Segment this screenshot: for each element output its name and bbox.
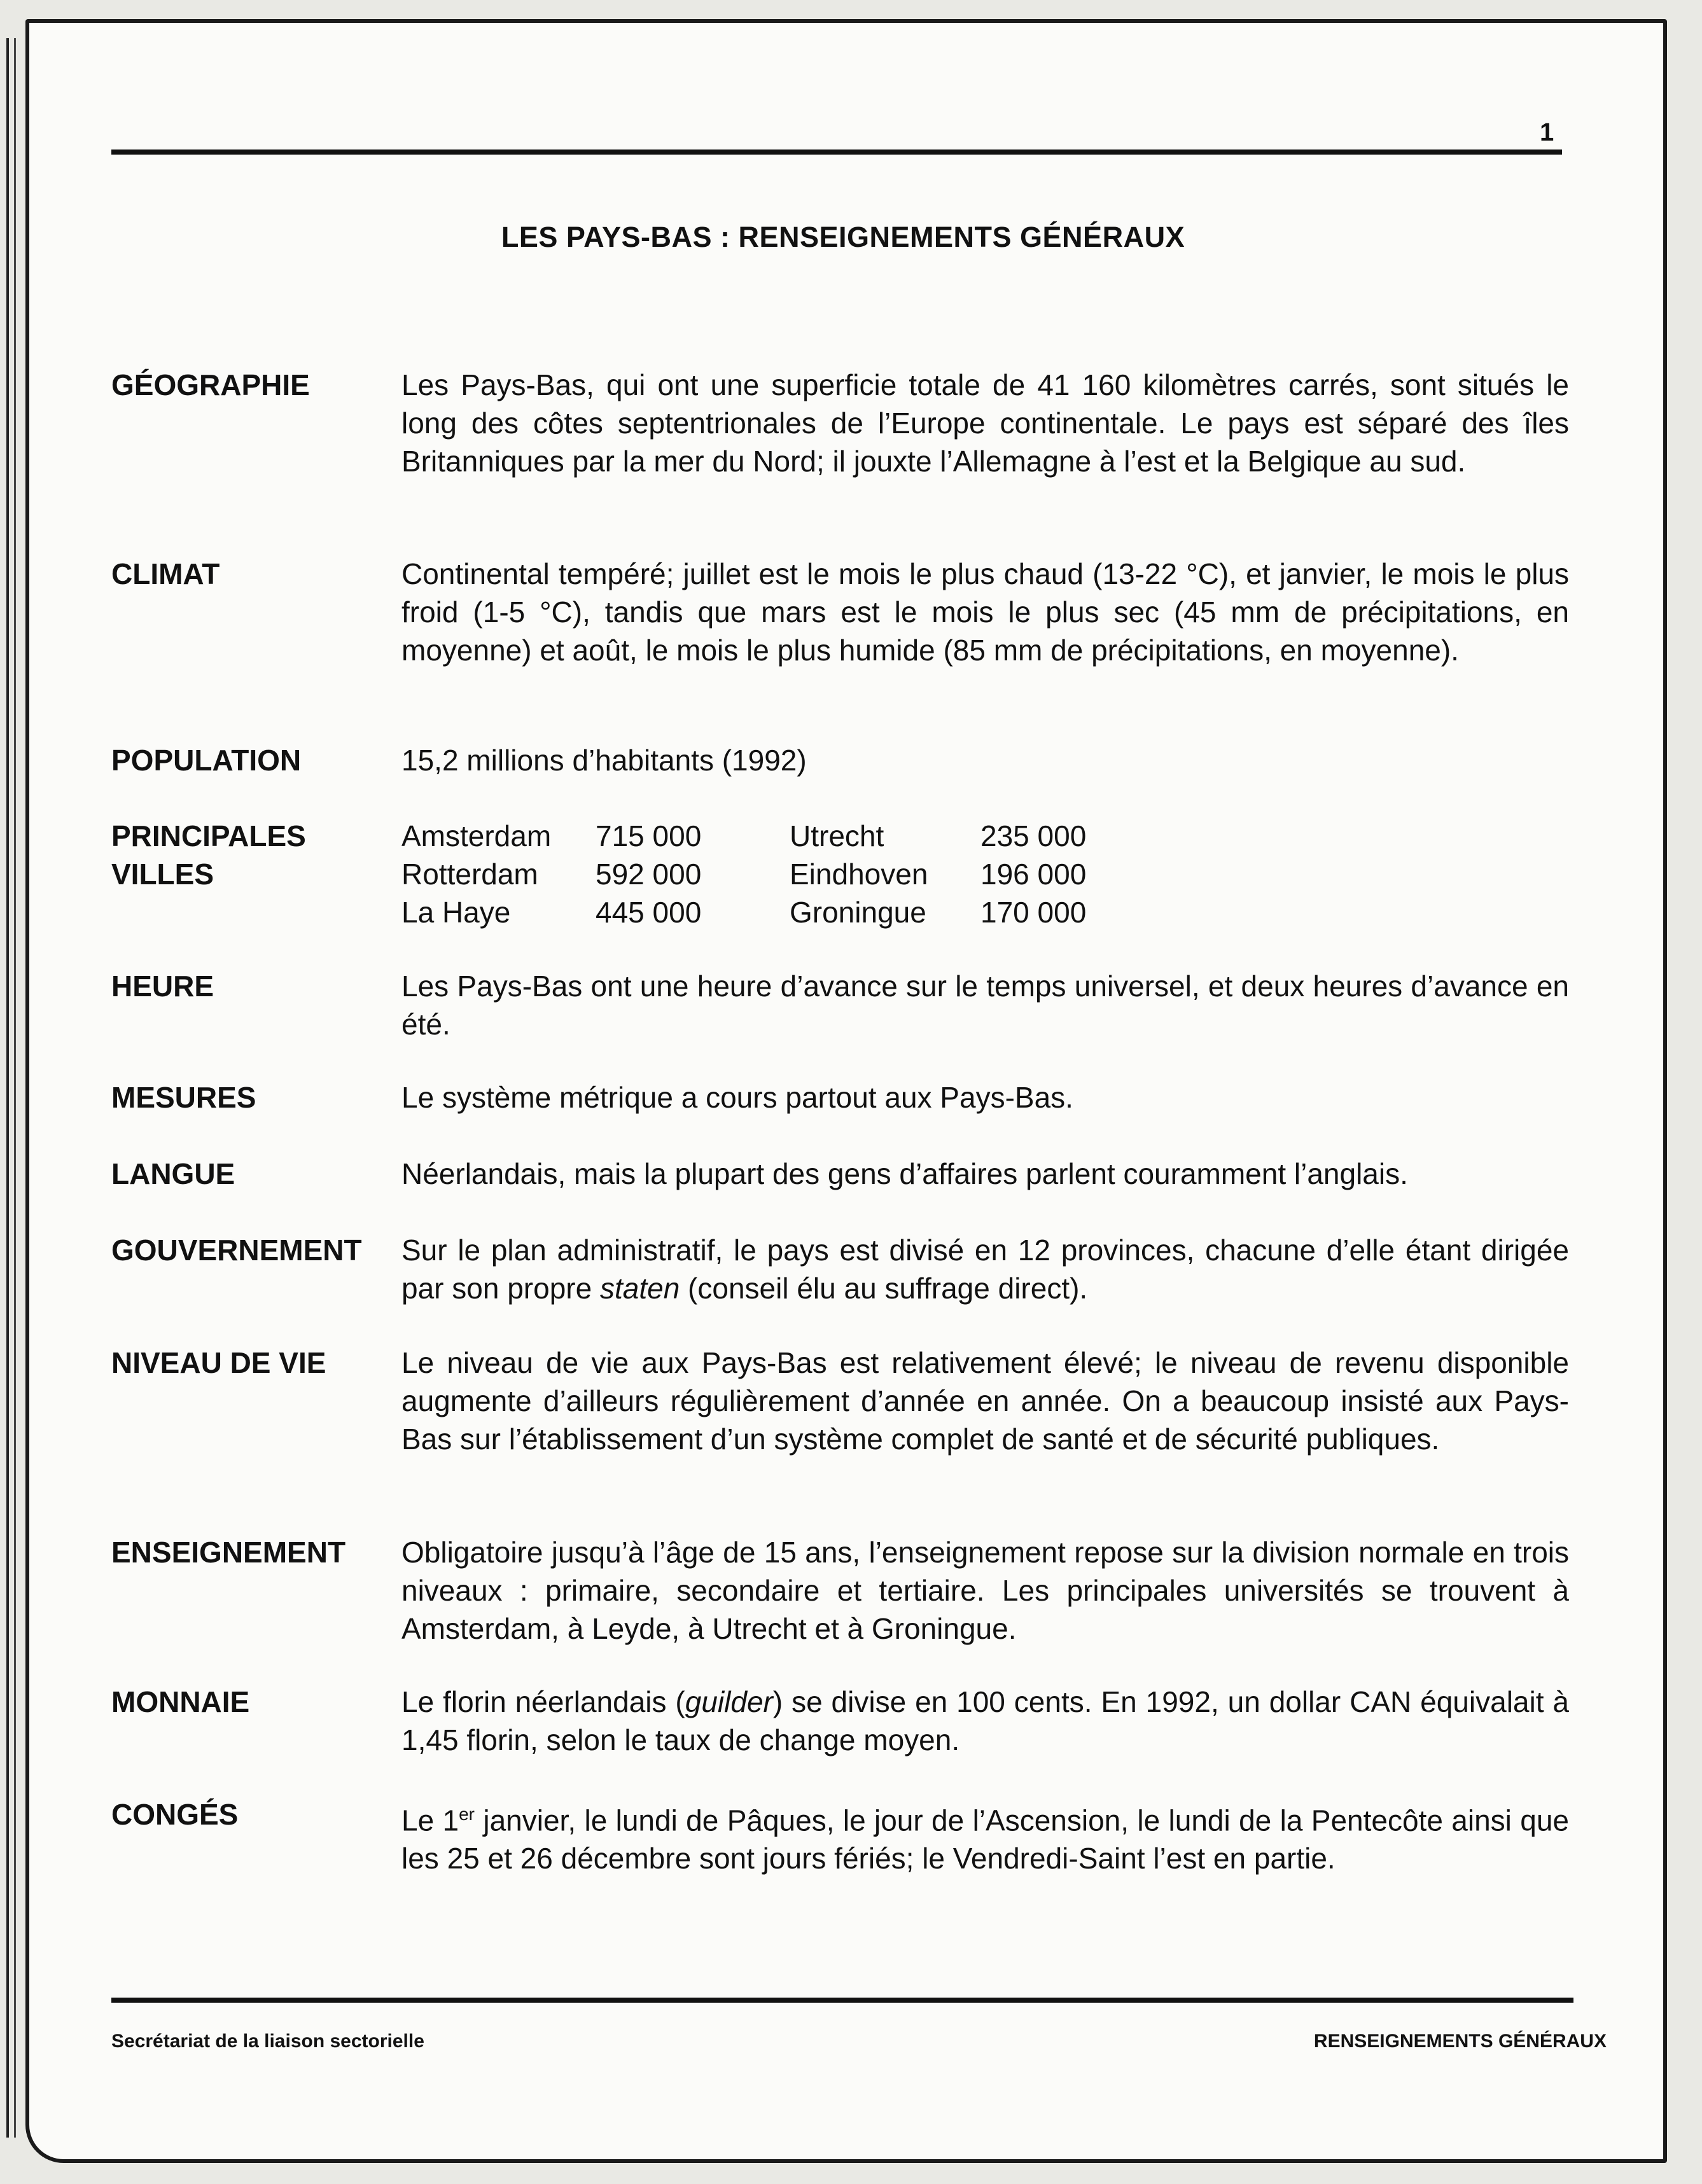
section-label: GÉOGRAPHIE [111, 368, 310, 401]
section-text: 15,2 millions d’habitants (1992) [401, 744, 807, 777]
text-run: ) se divise en 100 cents. En 1992, un dollar CAN équivalait à 1,45 florin, selon le taux de change moyen. [401, 1685, 1569, 1756]
city-population: 170 000 [980, 896, 1087, 929]
section-text: Obligatoire jusqu’à l’âge de 15 ans, l’enseignement repose sur la division normale en trois niveaux : primaire, secondaire et tertiaire. Les principales universités se trouvent à Amsterdam, à Leyde, à Utrecht et à Groningue. [401, 1536, 1569, 1645]
city-population: 445 000 [596, 896, 702, 929]
section-text: Néerlandais, mais la plupart des gens d’affaires parlent couramment l’anglais. [401, 1157, 1408, 1190]
table-row [401, 855, 1165, 893]
city-name: Eindhoven [790, 858, 928, 891]
section-label: LANGUE [111, 1157, 235, 1190]
text-run: janvier, le lundi de Pâques, le jour de l’Ascension, le lundi de la Pentecôte ainsi que les 25 et 26 décembre sont jours fériés; le Vendredi-Saint l’est en partie. [401, 1804, 1569, 1875]
section-label: NIVEAU DE VIE [111, 1346, 326, 1379]
cities-table [401, 817, 1165, 931]
city-name: Rotterdam [401, 858, 538, 891]
table-row [401, 817, 1165, 855]
section-label: GOUVERNEMENT [111, 1234, 362, 1267]
section-label: HEURE [111, 970, 214, 1003]
footer-right-text: RENSEIGNEMENTS GÉNÉRAUX [1313, 2031, 1607, 2052]
city-population: 196 000 [980, 858, 1087, 891]
section-text: Les Pays-Bas, qui ont une superficie totale de 41 160 kilomètres carrés, sont situés le long des côtes septentrionales de l’Europe continentale. Le pays est séparé des îles Britanniques par la mer du Nord; il jouxte l’Allemagne à l’est et la Belgique au sud. [401, 368, 1569, 478]
section-label [111, 817, 398, 893]
section-label: CLIMAT [111, 557, 220, 590]
text-run-italic: staten [599, 1272, 680, 1305]
section-label: MESURES [111, 1081, 256, 1114]
text-run: Le florin néerlandais ( [401, 1685, 685, 1718]
header-rule [111, 150, 1562, 155]
section-text [401, 1683, 1569, 1759]
footer-left-text: Secrétariat de la liaison sectorielle [111, 2031, 424, 2052]
footer-rule [111, 1998, 1573, 2003]
text-run: Sur le plan administratif, le pays est divisé en 12 provinces, chacune d’elle étant dirigée par son propre [401, 1234, 1569, 1305]
section-text [401, 1231, 1569, 1307]
city-name: Groningue [790, 896, 926, 929]
section-text: Continental tempéré; juillet est le mois le plus chaud (13-22 °C), et janvier, le mois le plus froid (1-5 °C), tandis que mars est le mois le plus sec (45 mm de précipitations, en moyenne) et août, le mois le plus humide (85 mm de précipitations, en moyenne). [401, 557, 1569, 667]
section-text [401, 1795, 1569, 1877]
page-title: LES PAYS-BAS : RENSEIGNEMENTS GÉNÉRAUX [501, 221, 1185, 253]
section-text: Le niveau de vie aux Pays-Bas est relativement élevé; le niveau de revenu disponible augmente d’ailleurs régulièrement d’année en année. On a beaucoup insisté aux Pays-Bas sur l’établissement d’un système complet de santé et de sécurité publiques. [401, 1346, 1569, 1456]
city-name: Utrecht [790, 819, 884, 852]
city-population: 235 000 [980, 819, 1087, 852]
section-label: MONNAIE [111, 1685, 250, 1718]
text-run: (conseil élu au suffrage direct). [680, 1272, 1088, 1305]
section-label: POPULATION [111, 744, 302, 777]
page-number: 1 [1540, 118, 1554, 146]
section-text: Les Pays-Bas ont une heure d’avance sur le temps universel, et deux heures d’avance en été. [401, 970, 1569, 1041]
binding-edge [6, 38, 16, 2138]
section-label-line: PRINCIPALES [111, 819, 306, 852]
text-run-superscript: er [459, 1804, 475, 1824]
city-population: 715 000 [596, 819, 702, 852]
city-name: Amsterdam [401, 819, 552, 852]
text-run-italic: guilder [685, 1685, 773, 1718]
text-run: Le 1 [401, 1804, 459, 1837]
city-population: 592 000 [596, 858, 702, 891]
table-row [401, 893, 1165, 931]
section-label: CONGÉS [111, 1798, 239, 1831]
section-label-line: VILLES [111, 858, 214, 891]
section-label: ENSEIGNEMENT [111, 1536, 346, 1569]
city-name: La Haye [401, 896, 511, 929]
section-text: Le système métrique a cours partout aux Pays-Bas. [401, 1081, 1073, 1114]
